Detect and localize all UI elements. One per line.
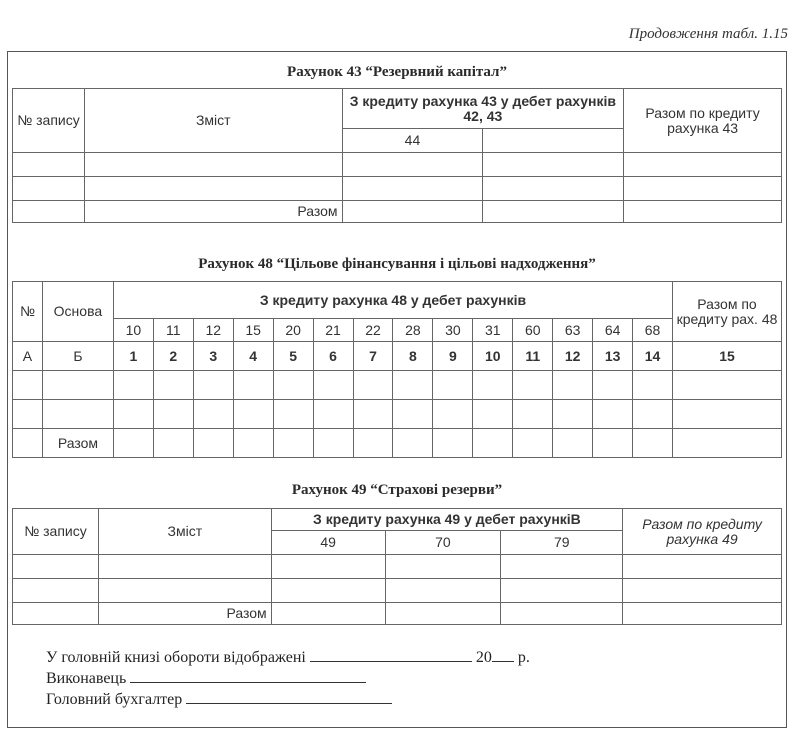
t48-col-num: 6 — [313, 342, 353, 371]
year-blank — [492, 647, 514, 662]
t48-account: 63 — [553, 319, 593, 342]
table-account-43 — [12, 88, 782, 223]
ledger-blank — [310, 647, 472, 662]
form-frame — [7, 51, 787, 728]
t48-header-credit: З кредиту рахунка 48 у дебет рахунків — [113, 282, 672, 319]
t43-header-sub-empty — [483, 129, 624, 153]
t48-header-total: Разом по кредиту рах. 48 — [673, 282, 782, 342]
t48-account: 64 — [593, 319, 633, 342]
t43-header-no: № запису — [13, 89, 85, 153]
t48-col-num: 12 — [553, 342, 593, 371]
t48-col-num: 11 — [513, 342, 553, 371]
table-row — [13, 201, 782, 223]
t49-title: Рахунок 49 “Страхові резерви” — [291, 482, 503, 498]
t48-col-num: 5 — [273, 342, 313, 371]
t48-col-num: 4 — [233, 342, 273, 371]
t49-header-total: Разом по кредиту рахунка 49 — [623, 509, 782, 555]
t49-header-no: № запису — [13, 509, 99, 555]
footer-ledger-label: У головній книзі обороти відображені — [46, 649, 306, 666]
t48-account: 68 — [633, 319, 673, 342]
t48-row-a: А — [13, 342, 43, 371]
t43-header-sub-44: 44 — [342, 129, 483, 153]
t49-header-sub: 70 — [385, 531, 501, 555]
t48-col-num: 8 — [393, 342, 433, 371]
executor-blank — [130, 668, 366, 683]
table-row — [13, 177, 782, 201]
t48-account: 30 — [433, 319, 473, 342]
t48-account: 31 — [473, 319, 513, 342]
t48-row-b: Б — [42, 342, 113, 371]
table-account-49 — [12, 508, 782, 625]
t48-col-num: 2 — [153, 342, 193, 371]
t48-header-basis: Основа — [42, 282, 113, 342]
footer-year: 20 — [475, 649, 492, 666]
t48-account: 60 — [513, 319, 553, 342]
t49-header-credit: З кредиту рахунка 49 у дебет рахункіВ — [271, 509, 622, 531]
t48-account: 11 — [153, 319, 193, 342]
footer-accountant-line — [46, 689, 392, 709]
t48-col-num: 1 — [113, 342, 153, 371]
t48-header-no: № — [13, 282, 43, 342]
t49-header-sub: 79 — [501, 531, 623, 555]
t49-header-sub: 49 — [271, 531, 385, 555]
t48-col-num: 9 — [433, 342, 473, 371]
t43-header-content: Зміст — [84, 89, 342, 153]
footer-year-suffix: р. — [517, 649, 530, 666]
t48-account: 22 — [353, 319, 393, 342]
t48-col-num: 14 — [633, 342, 673, 371]
table-row — [13, 371, 782, 400]
footer-executor-line — [46, 668, 366, 688]
t48-account: 10 — [113, 319, 153, 342]
table-row — [13, 400, 782, 429]
t48-number-row — [13, 342, 782, 371]
t48-col-num: 7 — [353, 342, 393, 371]
table-caption: Продовження табл. 1.15 — [628, 26, 788, 42]
t48-account: 21 — [313, 319, 353, 342]
table-row — [13, 429, 782, 458]
t48-account: 12 — [193, 319, 233, 342]
footer-accountant-label: Головний бухгалтер — [46, 691, 183, 708]
table-row — [13, 579, 782, 603]
t48-col-num: 13 — [593, 342, 633, 371]
table-row — [13, 555, 782, 579]
t48-account: 28 — [393, 319, 433, 342]
accountant-blank — [186, 689, 392, 704]
t48-col-num-total: 15 — [673, 342, 782, 371]
t43-header-total: Разом по кредиту рахунка 43 — [624, 89, 782, 153]
t43-title: Рахунок 43 “Резервний капітал” — [287, 64, 507, 80]
t43-header-credit: З кредиту рахунка 43 у дебет рахунків 42, 43 — [342, 89, 624, 129]
table-row — [13, 603, 782, 625]
t48-col-num: 3 — [193, 342, 233, 371]
table-account-48 — [12, 281, 782, 458]
t48-account: 15 — [233, 319, 273, 342]
t48-total-label: Разом — [42, 429, 113, 458]
table-row — [13, 153, 782, 177]
t49-header-content: Зміст — [98, 509, 271, 555]
footer-executor-label: Виконавець — [46, 670, 127, 687]
t48-account: 20 — [273, 319, 313, 342]
t49-total-label: Разом — [98, 603, 271, 625]
footer-ledger-line — [46, 647, 530, 667]
t43-total-label: Разом — [84, 201, 342, 223]
t48-title: Рахунок 48 “Цільове фінансування і цільові надходження” — [198, 256, 596, 272]
t48-col-num: 10 — [473, 342, 513, 371]
